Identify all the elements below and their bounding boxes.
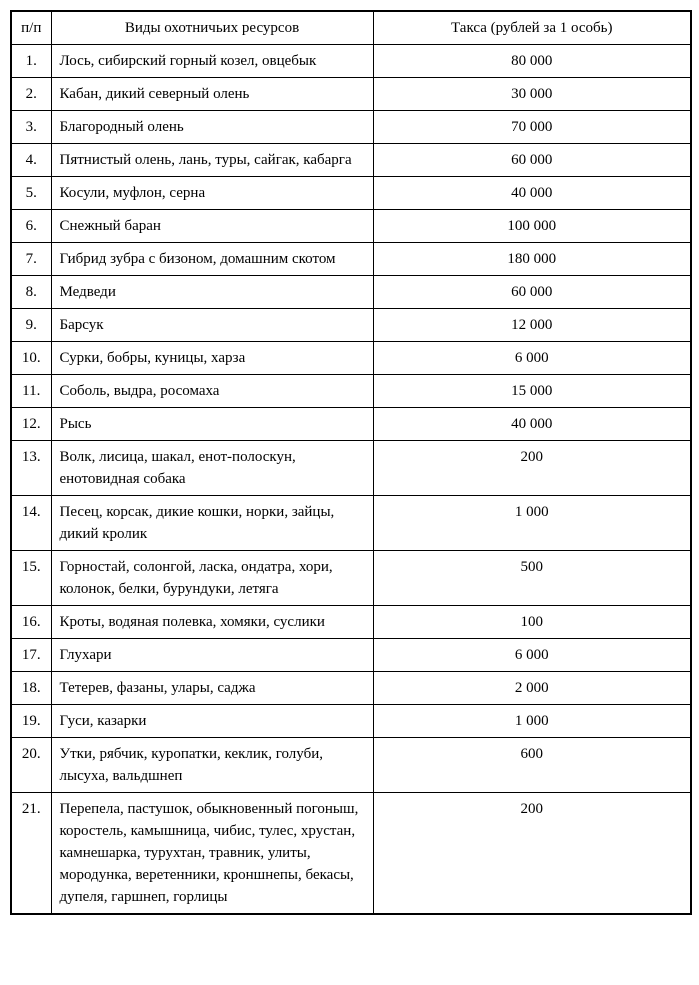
rate-cell: 6 000 (373, 342, 691, 375)
rate-cell: 15 000 (373, 375, 691, 408)
species-cell: Гуси, казарки (51, 705, 373, 738)
species-cell: Сурки, бобры, куницы, харза (51, 342, 373, 375)
table-row (11, 144, 691, 177)
rate-cell: 80 000 (373, 45, 691, 78)
rate-cell: 30 000 (373, 78, 691, 111)
row-number-cell: 1. (11, 45, 51, 78)
species-cell: Тетерев, фазаны, улары, саджа (51, 672, 373, 705)
row-number-cell: 17. (11, 639, 51, 672)
table-row (11, 111, 691, 144)
table-row (11, 243, 691, 276)
rate-cell: 1 000 (373, 496, 691, 551)
species-cell: Гибрид зубра с бизоном, домашним скотом (51, 243, 373, 276)
row-number-cell: 18. (11, 672, 51, 705)
rate-cell: 40 000 (373, 177, 691, 210)
species-cell: Перепела, пастушок, обыкновенный погоныш, коростель, камышница, чибис, тулес, хрустан, камнешарка, турухтан, травник, улиты, мородунка, веретенники, кроншнепы, бекасы, дупеля, гаршнеп, горлицы (51, 793, 373, 915)
header-row (11, 11, 691, 45)
table-row (11, 276, 691, 309)
species-cell: Горностай, солонгой, ласка, ондатра, хори, колонок, белки, бурундуки, летяга (51, 551, 373, 606)
row-number-cell: 14. (11, 496, 51, 551)
rate-cell: 2 000 (373, 672, 691, 705)
species-cell: Песец, корсак, дикие кошки, норки, зайцы, дикий кролик (51, 496, 373, 551)
row-number-cell: 12. (11, 408, 51, 441)
row-number-cell: 19. (11, 705, 51, 738)
table-row (11, 375, 691, 408)
table-row (11, 309, 691, 342)
species-cell: Лось, сибирский горный козел, овцебык (51, 45, 373, 78)
rate-cell: 70 000 (373, 111, 691, 144)
row-number-cell: 9. (11, 309, 51, 342)
species-cell: Кроты, водяная полевка, хомяки, суслики (51, 606, 373, 639)
table-row (11, 551, 691, 606)
table-row (11, 793, 691, 915)
row-number-cell: 13. (11, 441, 51, 496)
species-cell: Волк, лисица, шакал, енот-полоскун, енотовидная собака (51, 441, 373, 496)
rate-cell: 6 000 (373, 639, 691, 672)
row-number-cell: 21. (11, 793, 51, 915)
table-row (11, 705, 691, 738)
row-number-cell: 5. (11, 177, 51, 210)
species-cell: Соболь, выдра, росомаха (51, 375, 373, 408)
species-cell: Барсук (51, 309, 373, 342)
rate-cell: 1 000 (373, 705, 691, 738)
header-cell-number: п/п (11, 11, 51, 45)
table-row (11, 441, 691, 496)
rate-cell: 100 000 (373, 210, 691, 243)
table-row (11, 342, 691, 375)
row-number-cell: 15. (11, 551, 51, 606)
species-cell: Медведи (51, 276, 373, 309)
rate-cell: 12 000 (373, 309, 691, 342)
table-header (11, 11, 691, 45)
row-number-cell: 6. (11, 210, 51, 243)
row-number-cell: 10. (11, 342, 51, 375)
species-cell: Косули, муфлон, серна (51, 177, 373, 210)
row-number-cell: 11. (11, 375, 51, 408)
row-number-cell: 4. (11, 144, 51, 177)
table-row (11, 496, 691, 551)
species-cell: Снежный баран (51, 210, 373, 243)
rate-cell: 180 000 (373, 243, 691, 276)
species-cell: Благородный олень (51, 111, 373, 144)
table-row (11, 672, 691, 705)
rate-cell: 200 (373, 441, 691, 496)
row-number-cell: 20. (11, 738, 51, 793)
species-cell: Кабан, дикий северный олень (51, 78, 373, 111)
table-row (11, 78, 691, 111)
rate-cell: 200 (373, 793, 691, 915)
species-cell: Глухари (51, 639, 373, 672)
table-row (11, 177, 691, 210)
species-cell: Рысь (51, 408, 373, 441)
header-cell-rate: Такса (рублей за 1 особь) (373, 11, 691, 45)
table-row (11, 639, 691, 672)
header-cell-species: Виды охотничьих ресурсов (51, 11, 373, 45)
row-number-cell: 3. (11, 111, 51, 144)
row-number-cell: 2. (11, 78, 51, 111)
rate-cell: 40 000 (373, 408, 691, 441)
table-row (11, 606, 691, 639)
tax-table-body (11, 45, 691, 915)
rate-cell: 600 (373, 738, 691, 793)
row-number-cell: 16. (11, 606, 51, 639)
row-number-cell: 7. (11, 243, 51, 276)
rate-cell: 500 (373, 551, 691, 606)
species-cell: Утки, рябчик, куропатки, кеклик, голуби, лысуха, вальдшнеп (51, 738, 373, 793)
species-cell: Пятнистый олень, лань, туры, сайгак, кабарга (51, 144, 373, 177)
row-number-cell: 8. (11, 276, 51, 309)
rate-cell: 60 000 (373, 276, 691, 309)
table-row (11, 45, 691, 78)
table-row (11, 408, 691, 441)
hunting-resources-tax-table (10, 10, 692, 915)
rate-cell: 60 000 (373, 144, 691, 177)
rate-cell: 100 (373, 606, 691, 639)
table-row (11, 210, 691, 243)
table-row (11, 738, 691, 793)
